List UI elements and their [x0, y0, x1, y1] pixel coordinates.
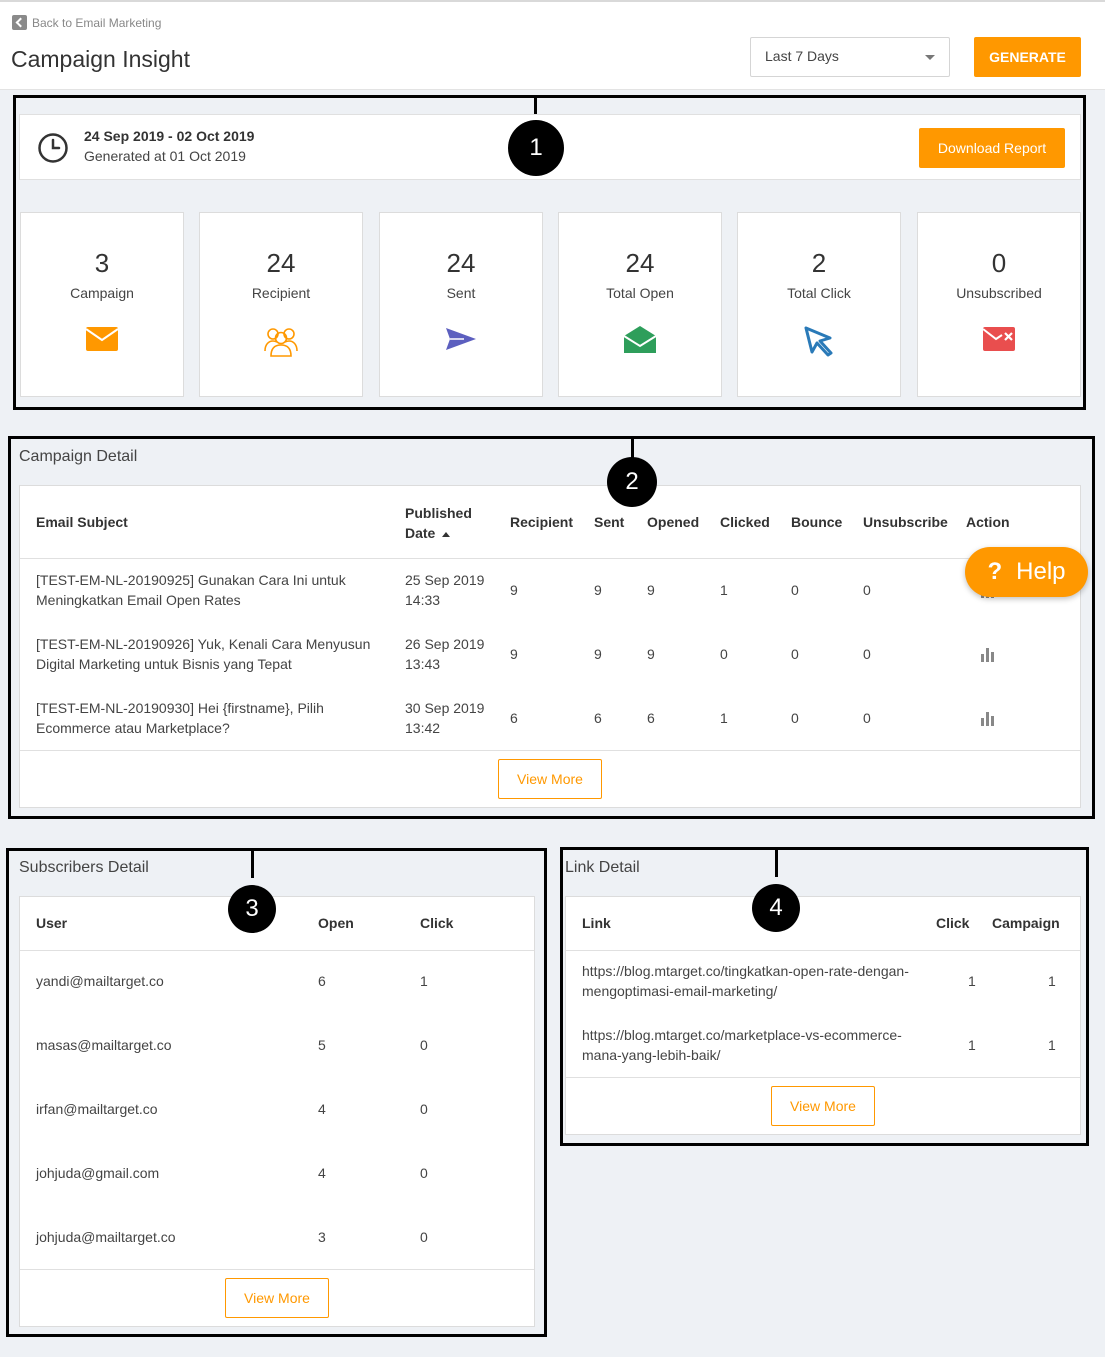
caret-down-icon: [925, 55, 935, 60]
column-header-sent: Sent: [594, 514, 625, 530]
callout-line-4: [775, 847, 778, 877]
cell-clicked: 1: [720, 710, 728, 726]
cell-user: masas@mailtarget.co: [36, 1037, 172, 1053]
campaign-view-more-button[interactable]: View More: [498, 759, 602, 799]
page-title: Campaign Insight: [11, 46, 190, 72]
column-header-campaign: Campaign: [992, 915, 1060, 931]
cursor-icon: [802, 325, 836, 357]
cell-email-subject: [36, 570, 346, 610]
cell-click: 1: [420, 973, 428, 989]
column-header-click: Click: [420, 915, 454, 931]
cell-text: 13:42: [405, 720, 441, 736]
stat-total-open: [558, 212, 722, 397]
open-envelope-icon: [623, 325, 657, 355]
page-header: [0, 0, 1105, 90]
cell-bounce: 0: [791, 710, 799, 726]
report-date-range: 24 Sep 2019 - 02 Oct 2019: [84, 128, 255, 144]
cell-recipient: 9: [510, 646, 518, 662]
divider: [20, 750, 1080, 751]
cell-click: 0: [420, 1165, 428, 1181]
cell-unsubscribe: 0: [863, 646, 871, 662]
people-icon: [262, 325, 300, 357]
column-header-recipient: Recipient: [510, 514, 574, 530]
cell-text: Digital Marketing untuk Bisnis yang Tepat: [36, 656, 292, 672]
generate-button[interactable]: GENERATE: [974, 37, 1081, 77]
cell-open: 6: [318, 973, 326, 989]
stat-label: Recipient: [251, 285, 311, 301]
cell-link[interactable]: [582, 1025, 902, 1065]
cell-click: 0: [420, 1229, 428, 1245]
cell-user: johjuda@gmail.com: [36, 1165, 160, 1181]
stat-label: Total Open: [606, 285, 674, 301]
column-header-opened: Opened: [647, 514, 700, 530]
stat-label: Sent: [446, 285, 476, 301]
callout-marker-3: 3: [228, 885, 276, 933]
stat-sent: [379, 212, 543, 397]
back-link[interactable]: [12, 15, 161, 30]
cell-text: Ecommerce atau Marketplace?: [36, 720, 230, 736]
stat-label: Campaign: [70, 285, 134, 301]
cell-text: [TEST-EM-NL-20190925] Gunakan Cara Ini untuk: [36, 572, 346, 588]
cell-sent: 9: [594, 646, 602, 662]
column-header-action: Action: [966, 514, 1010, 530]
stat-total-click: [737, 212, 901, 397]
cell-text: 25 Sep 2019: [405, 572, 485, 588]
subscribers-view-more-button[interactable]: View More: [225, 1278, 329, 1318]
cell-open: 3: [318, 1229, 326, 1245]
cell-open: 5: [318, 1037, 326, 1053]
callout-line-3: [251, 848, 254, 878]
cell-text: 30 Sep 2019: [405, 700, 485, 716]
links-view-more-button[interactable]: View More: [771, 1086, 875, 1126]
cell-campaign: 1: [1048, 1037, 1056, 1053]
column-header-user: User: [36, 915, 68, 931]
report-generated-date: Generated at 01 Oct 2019: [84, 148, 246, 164]
divider: [566, 1077, 1080, 1078]
cell-sent: 9: [594, 582, 602, 598]
paper-plane-icon: [444, 325, 478, 353]
cell-text: https://blog.mtarget.co/tingkatkan-open-rate-dengan-: [582, 963, 909, 979]
cell-user: yandi@mailtarget.co: [36, 973, 164, 989]
stat-value: 3: [94, 248, 110, 278]
cell-published-date: [405, 570, 484, 610]
cell-sent: 6: [594, 710, 602, 726]
cell-clicked: 1: [720, 582, 728, 598]
cell-click: 1: [968, 973, 976, 989]
cell-text: https://blog.mtarget.co/marketplace-vs-ecommerce-: [582, 1027, 902, 1043]
date-range-select[interactable]: [750, 37, 950, 77]
divider: [566, 950, 1080, 951]
divider: [20, 1269, 534, 1270]
cell-user: irfan@mailtarget.co: [36, 1101, 158, 1117]
cell-text: 14:33: [405, 592, 441, 608]
download-report-button[interactable]: Download Report: [919, 128, 1065, 168]
bar-chart-icon[interactable]: [981, 712, 994, 726]
cell-user: johjuda@mailtarget.co: [36, 1229, 176, 1245]
unsubscribe-envelope-icon: [982, 325, 1016, 353]
column-header-open: Open: [318, 915, 354, 931]
cell-open: 4: [318, 1101, 326, 1117]
stat-recipient: [199, 212, 363, 397]
chevron-left-icon: [12, 15, 27, 30]
cell-text: mengoptimasi-email-marketing/: [582, 983, 778, 999]
cell-text: [TEST-EM-NL-20190926] Yuk, Kenali Cara Menyusun: [36, 636, 371, 652]
cell-click: 0: [420, 1037, 428, 1053]
envelope-icon: [85, 325, 119, 353]
bar-chart-icon[interactable]: [981, 648, 994, 662]
subscribers-detail-table: [19, 896, 535, 1327]
column-header-published-line1: Published: [405, 505, 472, 521]
campaign-detail-table: [19, 485, 1081, 808]
link-detail-title: Link Detail: [565, 859, 640, 876]
subscribers-detail-title: Subscribers Detail: [19, 859, 149, 876]
column-header-bounce: Bounce: [791, 514, 843, 530]
column-header-published-date[interactable]: [405, 503, 472, 543]
column-header-clicked: Clicked: [720, 514, 770, 530]
column-header-unsubscribe: Unsubscribe: [863, 514, 948, 530]
stat-label: Unsubscribed: [956, 285, 1042, 301]
cell-opened: 6: [647, 710, 655, 726]
cell-published-date: [405, 698, 484, 738]
cell-text: Meningkatkan Email Open Rates: [36, 592, 241, 608]
cell-recipient: 6: [510, 710, 518, 726]
cell-clicked: 0: [720, 646, 728, 662]
column-header-email-subject: Email Subject: [36, 514, 128, 530]
cell-published-date: [405, 634, 484, 674]
column-header-link: Link: [582, 915, 611, 931]
cell-opened: 9: [647, 646, 655, 662]
help-button[interactable]: [965, 547, 1088, 597]
campaign-detail-title: Campaign Detail: [19, 448, 138, 465]
cell-bounce: 0: [791, 582, 799, 598]
stat-unsubscribed: [917, 212, 1081, 397]
cell-click: 0: [420, 1101, 428, 1117]
cell-text: 26 Sep 2019: [405, 636, 485, 652]
stat-campaign: [20, 212, 184, 397]
cell-recipient: 9: [510, 582, 518, 598]
stat-value: 24: [266, 248, 296, 278]
cell-email-subject: [36, 634, 370, 674]
cell-bounce: 0: [791, 646, 799, 662]
cell-click: 1: [968, 1037, 976, 1053]
clock-icon: [37, 132, 69, 164]
sort-ascending-icon: [442, 532, 450, 537]
stat-label: Total Click: [787, 285, 851, 301]
cell-opened: 9: [647, 582, 655, 598]
stat-value: 0: [991, 248, 1007, 278]
cell-text: [TEST-EM-NL-20190930] Hei {firstname}, Pilih: [36, 700, 324, 716]
cell-link[interactable]: [582, 961, 909, 1001]
callout-marker-2: 2: [607, 457, 657, 507]
divider: [20, 558, 1080, 559]
callout-marker-4: 4: [752, 884, 800, 932]
back-link-label: Back to Email Marketing: [32, 15, 162, 30]
cell-campaign: 1: [1048, 973, 1056, 989]
column-header-click: Click: [936, 915, 970, 931]
stat-value: 24: [625, 248, 655, 278]
cell-unsubscribe: 0: [863, 710, 871, 726]
divider: [20, 950, 534, 951]
question-mark-icon: ?: [987, 558, 1003, 585]
stat-value: 24: [446, 248, 476, 278]
cell-open: 4: [318, 1165, 326, 1181]
cell-text: mana-yang-lebih-baik/: [582, 1047, 721, 1063]
help-label: Help: [1016, 558, 1066, 585]
date-range-select-value: Last 7 Days: [765, 48, 839, 64]
cell-email-subject: [36, 698, 324, 738]
cell-unsubscribe: 0: [863, 582, 871, 598]
link-detail-table: [565, 896, 1081, 1135]
cell-text: 13:43: [405, 656, 441, 672]
callout-marker-1: 1: [508, 120, 564, 176]
column-header-published-line2: Date: [405, 525, 436, 541]
stat-value: 2: [811, 248, 827, 278]
